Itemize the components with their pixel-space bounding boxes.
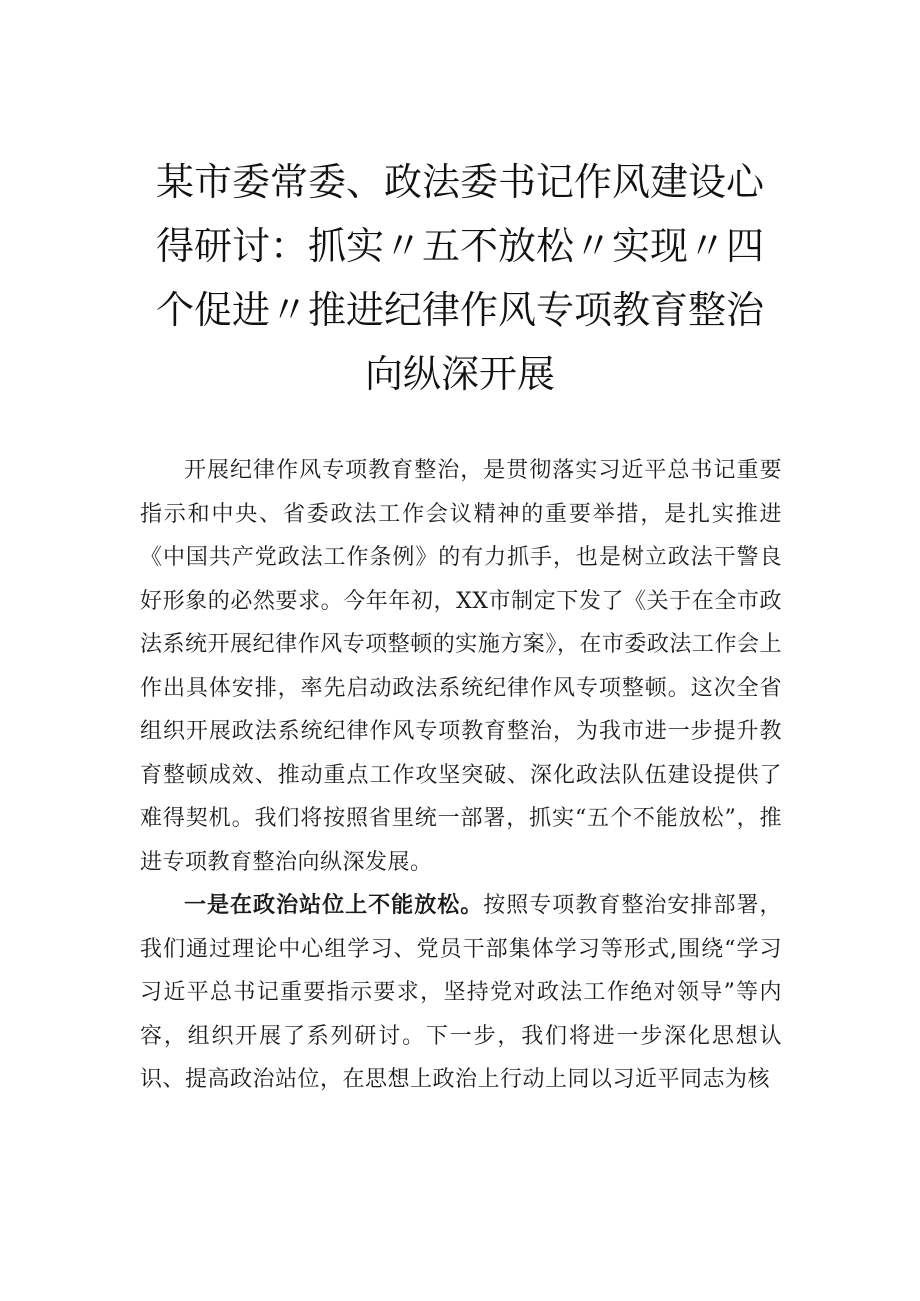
document-body [140,449,782,1102]
paragraph-intro [140,449,782,884]
paragraph-intro-text: 开展纪律作风专项教育整治，是贯彻落实习近平总书记重要指示和中央、省委政法工作会议精神的重要举措，是扎实推进《中国共产党政法工作条例》的有力抓手，也是树立政法干警良好形象的必然要求。今年年初，XX市制定下发了《关于在全市政法系统开展纪律作风专项整顿的实施方案》，在市委政法工作会上作出具体安排，率先启动政法系统纪律作风专项整顿。这次全省组织开展政法系统纪律作风专项教育整治，为我市进一步提升教育整顿成效、推动重点工作攻坚突破、深化政法队伍建设提供了难得契机。我们将按照省里统一部署，抓实“五个不能放松”，推进专项教育整治向纵深发展。 [140,458,782,875]
document-title: 某市委常委、政法委书记作风建设心得研讨：抓实〃五不放松〃实现〃四个促进〃推进纪律作风专项教育整治向纵深开展 [155,160,764,396]
paragraph-point-one-lead: 一是在政治站位上不能放松。 [184,892,484,918]
paragraph-point-one-text: 按照专项教育整治安排部署，我们通过理论中心组学习、党员干部集体学习等形式,围绕“学习习近平总书记重要指示要求，坚持党对政法工作绝对领导”等内容，组织开展了系列研讨。下一步，我们将进一步深化思想认识、提高政治站位，在思想上政治上行动上同以习近平同志为核 [140,893,782,1092]
paragraph-point-one [140,884,782,1102]
